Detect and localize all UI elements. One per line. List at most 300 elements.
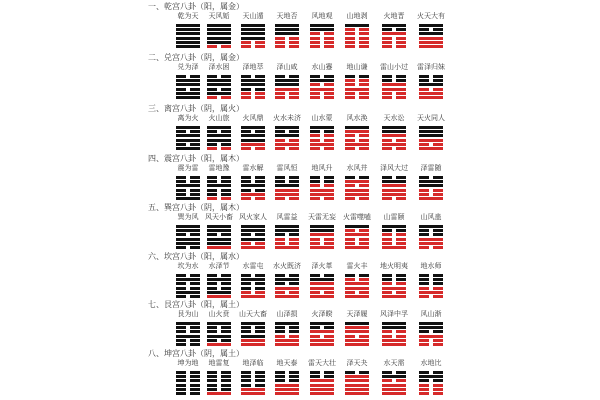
- yang-bar: [275, 388, 299, 391]
- yang-line: [176, 197, 200, 200]
- yin-line: [207, 287, 231, 290]
- yin-line: [382, 92, 406, 95]
- hexagram-symbol: [176, 75, 200, 101]
- yang-line: [275, 295, 299, 298]
- yin-bar-right: [396, 330, 406, 333]
- yin-bar-right: [324, 41, 334, 44]
- yin-line: [241, 384, 265, 387]
- yin-line: [419, 233, 443, 236]
- hexagram-symbol: [241, 371, 265, 397]
- yang-bar: [345, 343, 369, 346]
- yin-line: [419, 28, 443, 31]
- yin-bar-right: [221, 287, 231, 290]
- yin-bar-left: [207, 233, 217, 236]
- yang-bar: [207, 83, 231, 86]
- yang-line: [207, 37, 231, 40]
- yin-line: [275, 197, 299, 200]
- yang-bar: [382, 143, 406, 146]
- yang-bar: [207, 134, 231, 137]
- yin-bar-right: [359, 147, 369, 150]
- yin-line: [419, 295, 443, 298]
- yin-line: [345, 291, 369, 294]
- section-header: 七、艮宫八卦（阳，属土）: [148, 300, 244, 309]
- yin-bar-right: [396, 278, 406, 281]
- yang-line: [419, 37, 443, 40]
- yang-line: [275, 32, 299, 35]
- yang-line: [275, 339, 299, 342]
- yang-line: [275, 189, 299, 192]
- yang-bar: [419, 375, 443, 378]
- yin-line: [419, 79, 443, 82]
- yang-bar: [176, 24, 200, 27]
- yang-bar: [310, 126, 334, 129]
- yang-bar: [382, 134, 406, 137]
- yang-bar: [345, 24, 369, 27]
- yin-bar-left: [176, 287, 186, 290]
- yin-bar-right: [324, 37, 334, 40]
- yin-bar-left: [382, 41, 392, 44]
- yin-line: [310, 176, 334, 179]
- yin-line: [241, 233, 265, 236]
- yang-line: [310, 388, 334, 391]
- yang-line: [275, 28, 299, 31]
- yin-bar-left: [275, 282, 285, 285]
- hexagram-symbol: [419, 322, 443, 348]
- yin-line: [382, 37, 406, 40]
- yin-bar-left: [275, 379, 285, 382]
- yang-bar: [275, 278, 299, 281]
- yin-bar-left: [345, 139, 355, 142]
- yin-bar-left: [382, 330, 392, 333]
- yin-bar-left: [419, 193, 429, 196]
- yin-bar-left: [241, 147, 251, 150]
- hexagram-symbol: [275, 225, 299, 251]
- hexagram-name: 雷天大壮: [308, 359, 336, 367]
- yin-bar-left: [419, 189, 429, 192]
- section-header: 一、乾宫八卦（阳，属金）: [148, 2, 244, 11]
- yin-bar-right: [359, 335, 369, 338]
- yin-bar-left: [275, 147, 285, 150]
- yang-bar: [310, 287, 334, 290]
- yin-bar-left: [310, 274, 320, 277]
- yin-bar-right: [221, 189, 231, 192]
- yin-bar-left: [176, 189, 186, 192]
- yang-bar: [207, 322, 231, 325]
- yang-bar: [207, 225, 231, 228]
- yang-bar: [382, 184, 406, 187]
- yin-line: [345, 83, 369, 86]
- yin-bar-right: [289, 130, 299, 133]
- yang-bar: [207, 139, 231, 142]
- yang-line: [310, 330, 334, 333]
- yang-bar: [382, 322, 406, 325]
- yang-line: [275, 143, 299, 146]
- yin-line: [345, 79, 369, 82]
- yin-line: [241, 274, 265, 277]
- yin-bar-right: [255, 176, 265, 179]
- yang-bar: [275, 88, 299, 91]
- yang-line: [345, 375, 369, 378]
- yin-bar-left: [310, 130, 320, 133]
- yang-bar: [241, 24, 265, 27]
- yin-bar-left: [241, 130, 251, 133]
- yin-bar-right: [221, 233, 231, 236]
- yang-bar: [382, 83, 406, 86]
- yang-line: [241, 193, 265, 196]
- yin-bar-right: [359, 37, 369, 40]
- yang-line: [345, 193, 369, 196]
- yang-bar: [176, 92, 200, 95]
- hexagram-name: 地雷复: [208, 359, 230, 367]
- yin-line: [310, 371, 334, 374]
- yang-line: [241, 238, 265, 241]
- yin-line: [207, 339, 231, 342]
- hexagram-symbol: [207, 126, 231, 152]
- yang-bar: [310, 233, 334, 236]
- yin-bar-right: [221, 176, 231, 179]
- hexagram-name: 风雷益: [276, 213, 298, 221]
- yang-line: [419, 32, 443, 35]
- yin-bar-right: [255, 330, 265, 333]
- yin-line: [176, 392, 200, 395]
- yin-bar-left: [275, 176, 285, 179]
- yin-bar-left: [419, 88, 429, 91]
- yin-line: [419, 392, 443, 395]
- yin-bar-right: [221, 339, 231, 342]
- hexagram-symbol: [207, 75, 231, 101]
- yin-line: [241, 92, 265, 95]
- hexagram-symbol: [382, 322, 406, 348]
- yin-bar-right: [190, 143, 200, 146]
- yang-line: [310, 282, 334, 285]
- yin-bar-right: [396, 139, 406, 142]
- yang-bar: [207, 41, 231, 44]
- yang-line: [419, 96, 443, 99]
- yang-bar: [207, 246, 231, 249]
- yin-line: [207, 189, 231, 192]
- yin-bar-left: [241, 197, 251, 200]
- hexagram-name: 天泽履: [346, 310, 368, 318]
- yang-bar: [176, 134, 200, 137]
- yin-line: [419, 229, 443, 232]
- yin-line: [310, 45, 334, 48]
- yin-line: [275, 238, 299, 241]
- yin-bar-left: [241, 291, 251, 294]
- hexagram-symbol: [345, 75, 369, 101]
- yang-bar: [207, 392, 231, 395]
- yin-bar-right: [289, 37, 299, 40]
- yin-bar-left: [345, 92, 355, 95]
- yang-line: [382, 83, 406, 86]
- yin-bar-left: [382, 176, 392, 179]
- yang-bar: [310, 379, 334, 382]
- yin-bar-right: [255, 96, 265, 99]
- yin-line: [207, 197, 231, 200]
- yin-line: [419, 371, 443, 374]
- yin-bar-left: [241, 371, 251, 374]
- yang-bar: [241, 225, 265, 228]
- yang-line: [382, 339, 406, 342]
- yang-line: [275, 392, 299, 395]
- yin-bar-right: [433, 282, 443, 285]
- hexagram-name: 天地否: [276, 12, 298, 20]
- yin-line: [207, 274, 231, 277]
- yin-line: [275, 330, 299, 333]
- yin-line: [419, 388, 443, 391]
- yin-bar-left: [176, 330, 186, 333]
- hexagram-name: 雷泽归妹: [417, 63, 445, 71]
- hexagram-symbol: [382, 371, 406, 397]
- yang-line: [176, 28, 200, 31]
- yang-bar: [275, 287, 299, 290]
- yin-bar-left: [207, 96, 217, 99]
- yin-line: [275, 92, 299, 95]
- yang-line: [345, 180, 369, 183]
- yang-line: [345, 24, 369, 27]
- yang-line: [382, 287, 406, 290]
- yang-line: [345, 189, 369, 192]
- yang-bar: [310, 392, 334, 395]
- yang-line: [176, 134, 200, 137]
- hexagram-symbol: [382, 176, 406, 202]
- yang-bar: [382, 384, 406, 387]
- yin-bar-right: [396, 92, 406, 95]
- yin-line: [207, 379, 231, 382]
- yin-line: [382, 233, 406, 236]
- yin-bar-right: [359, 229, 369, 232]
- yin-line: [176, 388, 200, 391]
- yin-bar-right: [324, 242, 334, 245]
- yin-bar-right: [396, 379, 406, 382]
- yin-line: [310, 326, 334, 329]
- section-header: 五、巽宫八卦（阴，属木）: [148, 203, 244, 212]
- yin-bar-left: [310, 335, 320, 338]
- hexagram-name: 雷火丰: [346, 262, 368, 270]
- yin-line: [382, 330, 406, 333]
- hexagram-name: 泽地萃: [242, 63, 264, 71]
- yin-line: [241, 326, 265, 329]
- yang-line: [275, 388, 299, 391]
- yang-bar: [275, 193, 299, 196]
- yang-line: [310, 233, 334, 236]
- yang-line: [241, 295, 265, 298]
- yang-line: [241, 32, 265, 35]
- yin-line: [345, 92, 369, 95]
- yin-bar-left: [382, 229, 392, 232]
- yang-line: [382, 384, 406, 387]
- yin-bar-left: [345, 184, 355, 187]
- yin-bar-right: [396, 147, 406, 150]
- hexagram-name: 水地比: [420, 359, 442, 367]
- yin-line: [419, 274, 443, 277]
- yin-bar-right: [255, 41, 265, 44]
- yin-bar-right: [433, 233, 443, 236]
- yin-line: [275, 371, 299, 374]
- yin-bar-left: [275, 238, 285, 241]
- hexagram-symbol: [382, 126, 406, 152]
- yang-line: [207, 92, 231, 95]
- yang-bar: [275, 28, 299, 31]
- yang-line: [176, 45, 200, 48]
- yang-line: [419, 326, 443, 329]
- hexagram-symbol: [345, 225, 369, 251]
- yang-line: [176, 147, 200, 150]
- hexagram-name: 地水师: [420, 262, 442, 270]
- yang-line: [310, 322, 334, 325]
- yang-line: [382, 32, 406, 35]
- yang-bar: [419, 147, 443, 150]
- yang-line: [176, 96, 200, 99]
- yin-bar-left: [419, 287, 429, 290]
- yin-bar-left: [345, 28, 355, 31]
- yang-bar: [241, 238, 265, 241]
- yin-line: [310, 139, 334, 142]
- yang-line: [241, 79, 265, 82]
- yin-bar-left: [275, 92, 285, 95]
- yin-bar-right: [221, 130, 231, 133]
- hexagram-symbol: [310, 274, 334, 300]
- yang-line: [241, 322, 265, 325]
- yin-bar-left: [275, 180, 285, 183]
- hexagram-name: 山雷颐: [383, 213, 405, 221]
- yang-line: [176, 83, 200, 86]
- yang-bar: [176, 278, 200, 281]
- yang-bar: [345, 126, 369, 129]
- yin-bar-left: [345, 96, 355, 99]
- yang-line: [345, 88, 369, 91]
- yang-line: [310, 79, 334, 82]
- yin-line: [207, 233, 231, 236]
- yin-bar-right: [433, 75, 443, 78]
- yang-bar: [176, 197, 200, 200]
- yin-bar-right: [359, 197, 369, 200]
- yang-line: [345, 233, 369, 236]
- yang-bar: [241, 79, 265, 82]
- yin-bar-left: [310, 96, 320, 99]
- yang-bar: [345, 180, 369, 183]
- yin-bar-right: [289, 238, 299, 241]
- yin-bar-left: [207, 189, 217, 192]
- yin-line: [310, 238, 334, 241]
- yang-bar: [176, 126, 200, 129]
- yin-bar-right: [433, 88, 443, 91]
- yang-line: [382, 180, 406, 183]
- yang-bar: [275, 79, 299, 82]
- yang-line: [207, 126, 231, 129]
- yin-bar-right: [221, 75, 231, 78]
- yang-line: [310, 384, 334, 387]
- yin-bar-right: [221, 330, 231, 333]
- yang-bar: [207, 28, 231, 31]
- yin-line: [207, 193, 231, 196]
- yin-line: [241, 282, 265, 285]
- yin-bar-left: [207, 75, 217, 78]
- yang-bar: [176, 79, 200, 82]
- yin-line: [275, 176, 299, 179]
- yin-bar-left: [275, 197, 285, 200]
- yin-bar-right: [433, 339, 443, 342]
- yang-line: [207, 246, 231, 249]
- yin-bar-left: [382, 282, 392, 285]
- yin-line: [382, 45, 406, 48]
- yang-bar: [382, 375, 406, 378]
- yang-bar: [275, 225, 299, 228]
- yin-line: [176, 176, 200, 179]
- hexagram-name: 水风井: [346, 164, 368, 172]
- yang-bar: [419, 126, 443, 129]
- yin-bar-right: [255, 291, 265, 294]
- yin-line: [382, 28, 406, 31]
- yang-line: [419, 225, 443, 228]
- yin-bar-left: [345, 238, 355, 241]
- yin-bar-right: [359, 238, 369, 241]
- yang-line: [207, 229, 231, 232]
- hexagram-name: 水山蹇: [311, 63, 333, 71]
- yin-bar-right: [289, 326, 299, 329]
- yin-bar-right: [433, 287, 443, 290]
- yin-bar-left: [207, 375, 217, 378]
- yang-bar: [382, 225, 406, 228]
- yang-line: [382, 343, 406, 346]
- yin-bar-right: [190, 233, 200, 236]
- yin-line: [241, 375, 265, 378]
- hexagram-symbol: [310, 176, 334, 202]
- yin-bar-right: [289, 75, 299, 78]
- yin-bar-left: [345, 134, 355, 137]
- hexagram-name: 泽天夬: [346, 359, 368, 367]
- yin-bar-right: [324, 139, 334, 142]
- hexagram-symbol: [176, 176, 200, 202]
- yin-bar-right: [433, 79, 443, 82]
- yang-bar: [275, 184, 299, 187]
- hexagram-symbol: [345, 24, 369, 50]
- hexagram-symbol: [176, 371, 200, 397]
- yin-bar-left: [382, 147, 392, 150]
- yang-bar: [419, 180, 443, 183]
- yang-bar: [345, 339, 369, 342]
- yang-line: [241, 37, 265, 40]
- yang-line: [419, 242, 443, 245]
- yin-line: [241, 45, 265, 48]
- yang-bar: [207, 335, 231, 338]
- yang-bar: [207, 24, 231, 27]
- yin-bar-left: [176, 180, 186, 183]
- hexagram-name: 山天大畜: [239, 310, 267, 318]
- yin-line: [310, 96, 334, 99]
- hexagram-symbol: [382, 225, 406, 251]
- yin-line: [241, 291, 265, 294]
- yin-bar-left: [207, 282, 217, 285]
- yang-bar: [419, 37, 443, 40]
- yin-bar-left: [345, 147, 355, 150]
- yin-bar-left: [382, 96, 392, 99]
- yang-bar: [241, 139, 265, 142]
- yang-line: [345, 287, 369, 290]
- yin-line: [241, 189, 265, 192]
- yang-bar: [310, 282, 334, 285]
- yin-bar-left: [241, 287, 251, 290]
- yang-line: [207, 242, 231, 245]
- yang-line: [419, 139, 443, 142]
- yin-bar-left: [176, 343, 186, 346]
- yin-bar-right: [190, 130, 200, 133]
- yin-line: [207, 143, 231, 146]
- yang-line: [419, 45, 443, 48]
- yin-bar-left: [382, 79, 392, 82]
- yin-bar-right: [190, 282, 200, 285]
- yin-line: [176, 326, 200, 329]
- yin-bar-left: [310, 83, 320, 86]
